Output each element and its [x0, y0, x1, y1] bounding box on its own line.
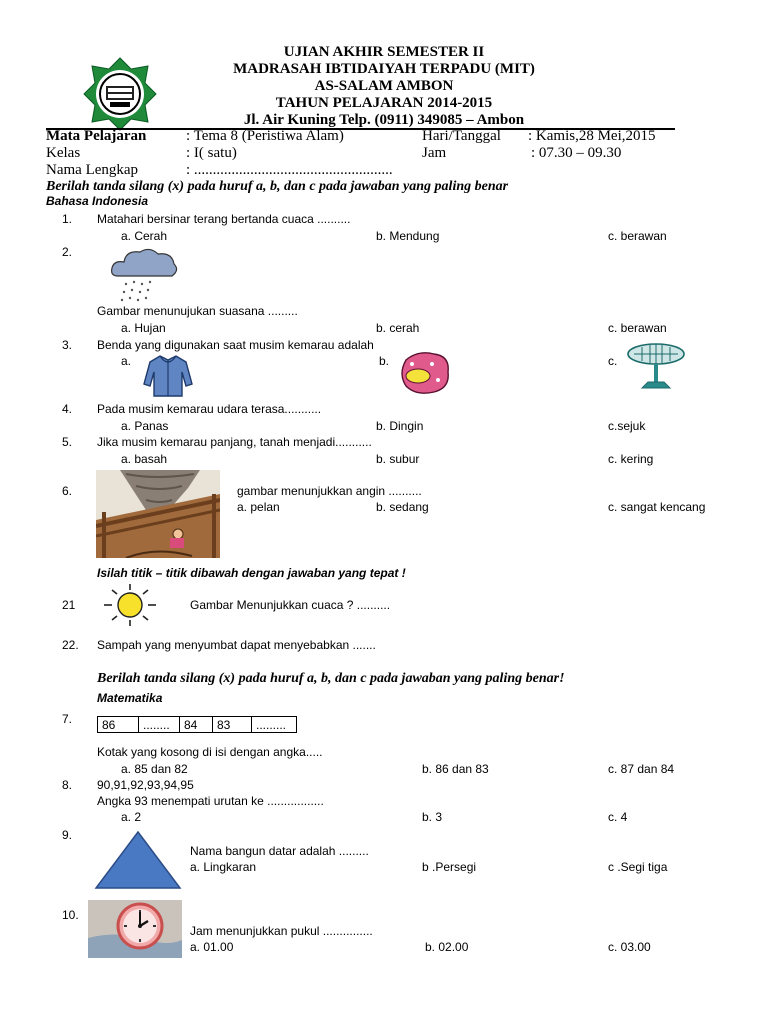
q9-option-c[interactable]: c .Segi tiga	[608, 860, 668, 874]
fan-icon	[624, 342, 688, 392]
q10-option-a[interactable]: a. 01.00	[190, 940, 234, 954]
hari-label: Hari/Tanggal	[422, 128, 501, 144]
sequence-cell: 86	[98, 717, 139, 733]
q4-option-a[interactable]: a. Panas	[121, 419, 169, 433]
q5-option-b[interactable]: b. subur	[376, 452, 420, 466]
q2-option-c[interactable]: c. berawan	[608, 321, 667, 335]
q3-text: Benda yang digunakan saat musim kemarau adalah	[97, 338, 374, 352]
q22-text: Sampah yang menyumbat dapat menyebabkan .......	[97, 638, 376, 652]
q1-text: Matahari bersinar terang bertanda cuaca ..........	[97, 212, 351, 226]
q2-option-a[interactable]: a. Hujan	[121, 321, 166, 335]
tornado-picture	[96, 470, 220, 558]
q3-option-b[interactable]: b.	[379, 354, 390, 368]
q7-option-b[interactable]: b. 86 dan 83	[422, 762, 489, 776]
hari-value: : Kamis,28 Mei,2015	[528, 128, 656, 144]
sun-icon	[100, 584, 160, 626]
q7-text: Kotak yang kosong di isi dengan angka.....	[97, 745, 323, 759]
q3-option-a[interactable]: a.	[121, 354, 132, 368]
q10-number: 10.	[62, 908, 79, 922]
q1-option-b[interactable]: b. Mendung	[376, 229, 440, 243]
sequence-cell: ........	[139, 717, 180, 733]
q4-option-b[interactable]: b. Dingin	[376, 419, 424, 433]
q9-option-b[interactable]: b .Persegi	[422, 860, 477, 874]
q7-number: 7.	[62, 712, 73, 726]
q1-number: 1.	[62, 212, 73, 226]
q6-option-c[interactable]: c. sangat kencang	[608, 500, 706, 514]
jacket-icon	[142, 354, 194, 398]
kelas-label: Kelas	[46, 145, 81, 161]
section3-instruction: Berilah tanda silang (x) pada huruf a, b, dan c pada jawaban yang paling benar!	[97, 671, 565, 686]
kelas-value: : I( satu)	[186, 145, 237, 161]
q6-number: 6.	[62, 484, 73, 498]
q2-number: 2.	[62, 245, 73, 259]
jam-label: Jam	[422, 145, 447, 161]
q22-number: 22.	[62, 638, 79, 652]
q2-text: Gambar menunujukan suasana .........	[97, 304, 298, 318]
triangle-shape	[94, 830, 182, 890]
q10-option-b[interactable]: b. 02.00	[425, 940, 469, 954]
q7-option-a[interactable]: a. 85 dan 82	[121, 762, 188, 776]
q2-option-b[interactable]: b. cerah	[376, 321, 420, 335]
header-line-1: UJIAN AKHIR SEMESTER II	[283, 44, 485, 60]
section1-subject: Bahasa Indonesia	[46, 194, 149, 208]
q8-option-c[interactable]: c. 4	[608, 810, 628, 824]
section2-instruction: Isilah titik – titik dibawah dengan jawaban yang tepat !	[97, 566, 406, 580]
q21-text: Gambar Menunjukkan cuaca ? ..........	[190, 598, 391, 612]
q6-text: gambar menunjukkan angin ..........	[237, 484, 422, 498]
q3-number: 3.	[62, 338, 73, 352]
rain-cloud-icon	[108, 246, 180, 306]
mapel-value: : Tema 8 (Peristiwa Alam)	[186, 128, 344, 144]
clock-picture	[88, 900, 182, 958]
q1-option-a[interactable]: a. Cerah	[121, 229, 168, 243]
q9-text: Nama bangun datar adalah .........	[190, 844, 369, 858]
q7-option-c[interactable]: c. 87 dan 84	[608, 762, 675, 776]
q8-number: 8.	[62, 778, 73, 792]
sequence-cell: 84	[180, 717, 213, 733]
header-line-5: Jl. Air Kuning Telp. (0911) 349085 – Ambon	[243, 112, 525, 128]
sequence-cell: .........	[252, 717, 297, 733]
q8-sequence: 90,91,92,93,94,95	[97, 778, 194, 792]
q8-text: Angka 93 menempati urutan ke .................	[97, 794, 324, 808]
q10-text: Jam menunjukkan pukul ...............	[190, 924, 373, 938]
q6-option-a[interactable]: a. pelan	[237, 500, 280, 514]
q1-option-c[interactable]: c. berawan	[608, 229, 667, 243]
blanket-icon	[398, 350, 452, 396]
q5-option-c[interactable]: c. kering	[608, 452, 654, 466]
mapel-label: Mata Pelajaran	[46, 128, 147, 144]
number-sequence-table	[97, 716, 297, 733]
q4-text: Pada musim kemarau udara terasa...........	[97, 402, 322, 416]
q5-text: Jika musim kemarau panjang, tanah menjadi...........	[97, 435, 372, 449]
nama-value: : .....................................................	[186, 162, 393, 178]
header-line-3: AS-SALAM AMBON	[314, 78, 454, 94]
header-line-4: TAHUN PELAJARAN 2014-2015	[275, 95, 493, 111]
header-line-2: MADRASAH IBTIDAIYAH TERPADU (MIT)	[233, 61, 535, 77]
q9-number: 9.	[62, 828, 73, 842]
sequence-cell: 83	[213, 717, 252, 733]
nama-label: Nama Lengkap	[46, 162, 139, 178]
q9-option-a[interactable]: a. Lingkaran	[190, 860, 257, 874]
q8-option-a[interactable]: a. 2	[121, 810, 142, 824]
q4-number: 4.	[62, 402, 73, 416]
section1-instruction: Berilah tanda silang (x) pada huruf a, b, dan c pada jawaban yang paling benar	[46, 179, 509, 194]
section3-subject: Matematika	[97, 691, 163, 705]
q5-option-a[interactable]: a. basah	[121, 452, 168, 466]
q21-number: 21	[62, 598, 76, 612]
q3-option-c[interactable]: c.	[608, 354, 618, 368]
q4-option-c[interactable]: c.sejuk	[608, 419, 646, 433]
q6-option-b[interactable]: b. sedang	[376, 500, 429, 514]
q5-number: 5.	[62, 435, 73, 449]
jam-value: : 07.30 – 09.30	[531, 145, 622, 161]
q8-option-b[interactable]: b. 3	[422, 810, 443, 824]
q10-option-c[interactable]: c. 03.00	[608, 940, 651, 954]
